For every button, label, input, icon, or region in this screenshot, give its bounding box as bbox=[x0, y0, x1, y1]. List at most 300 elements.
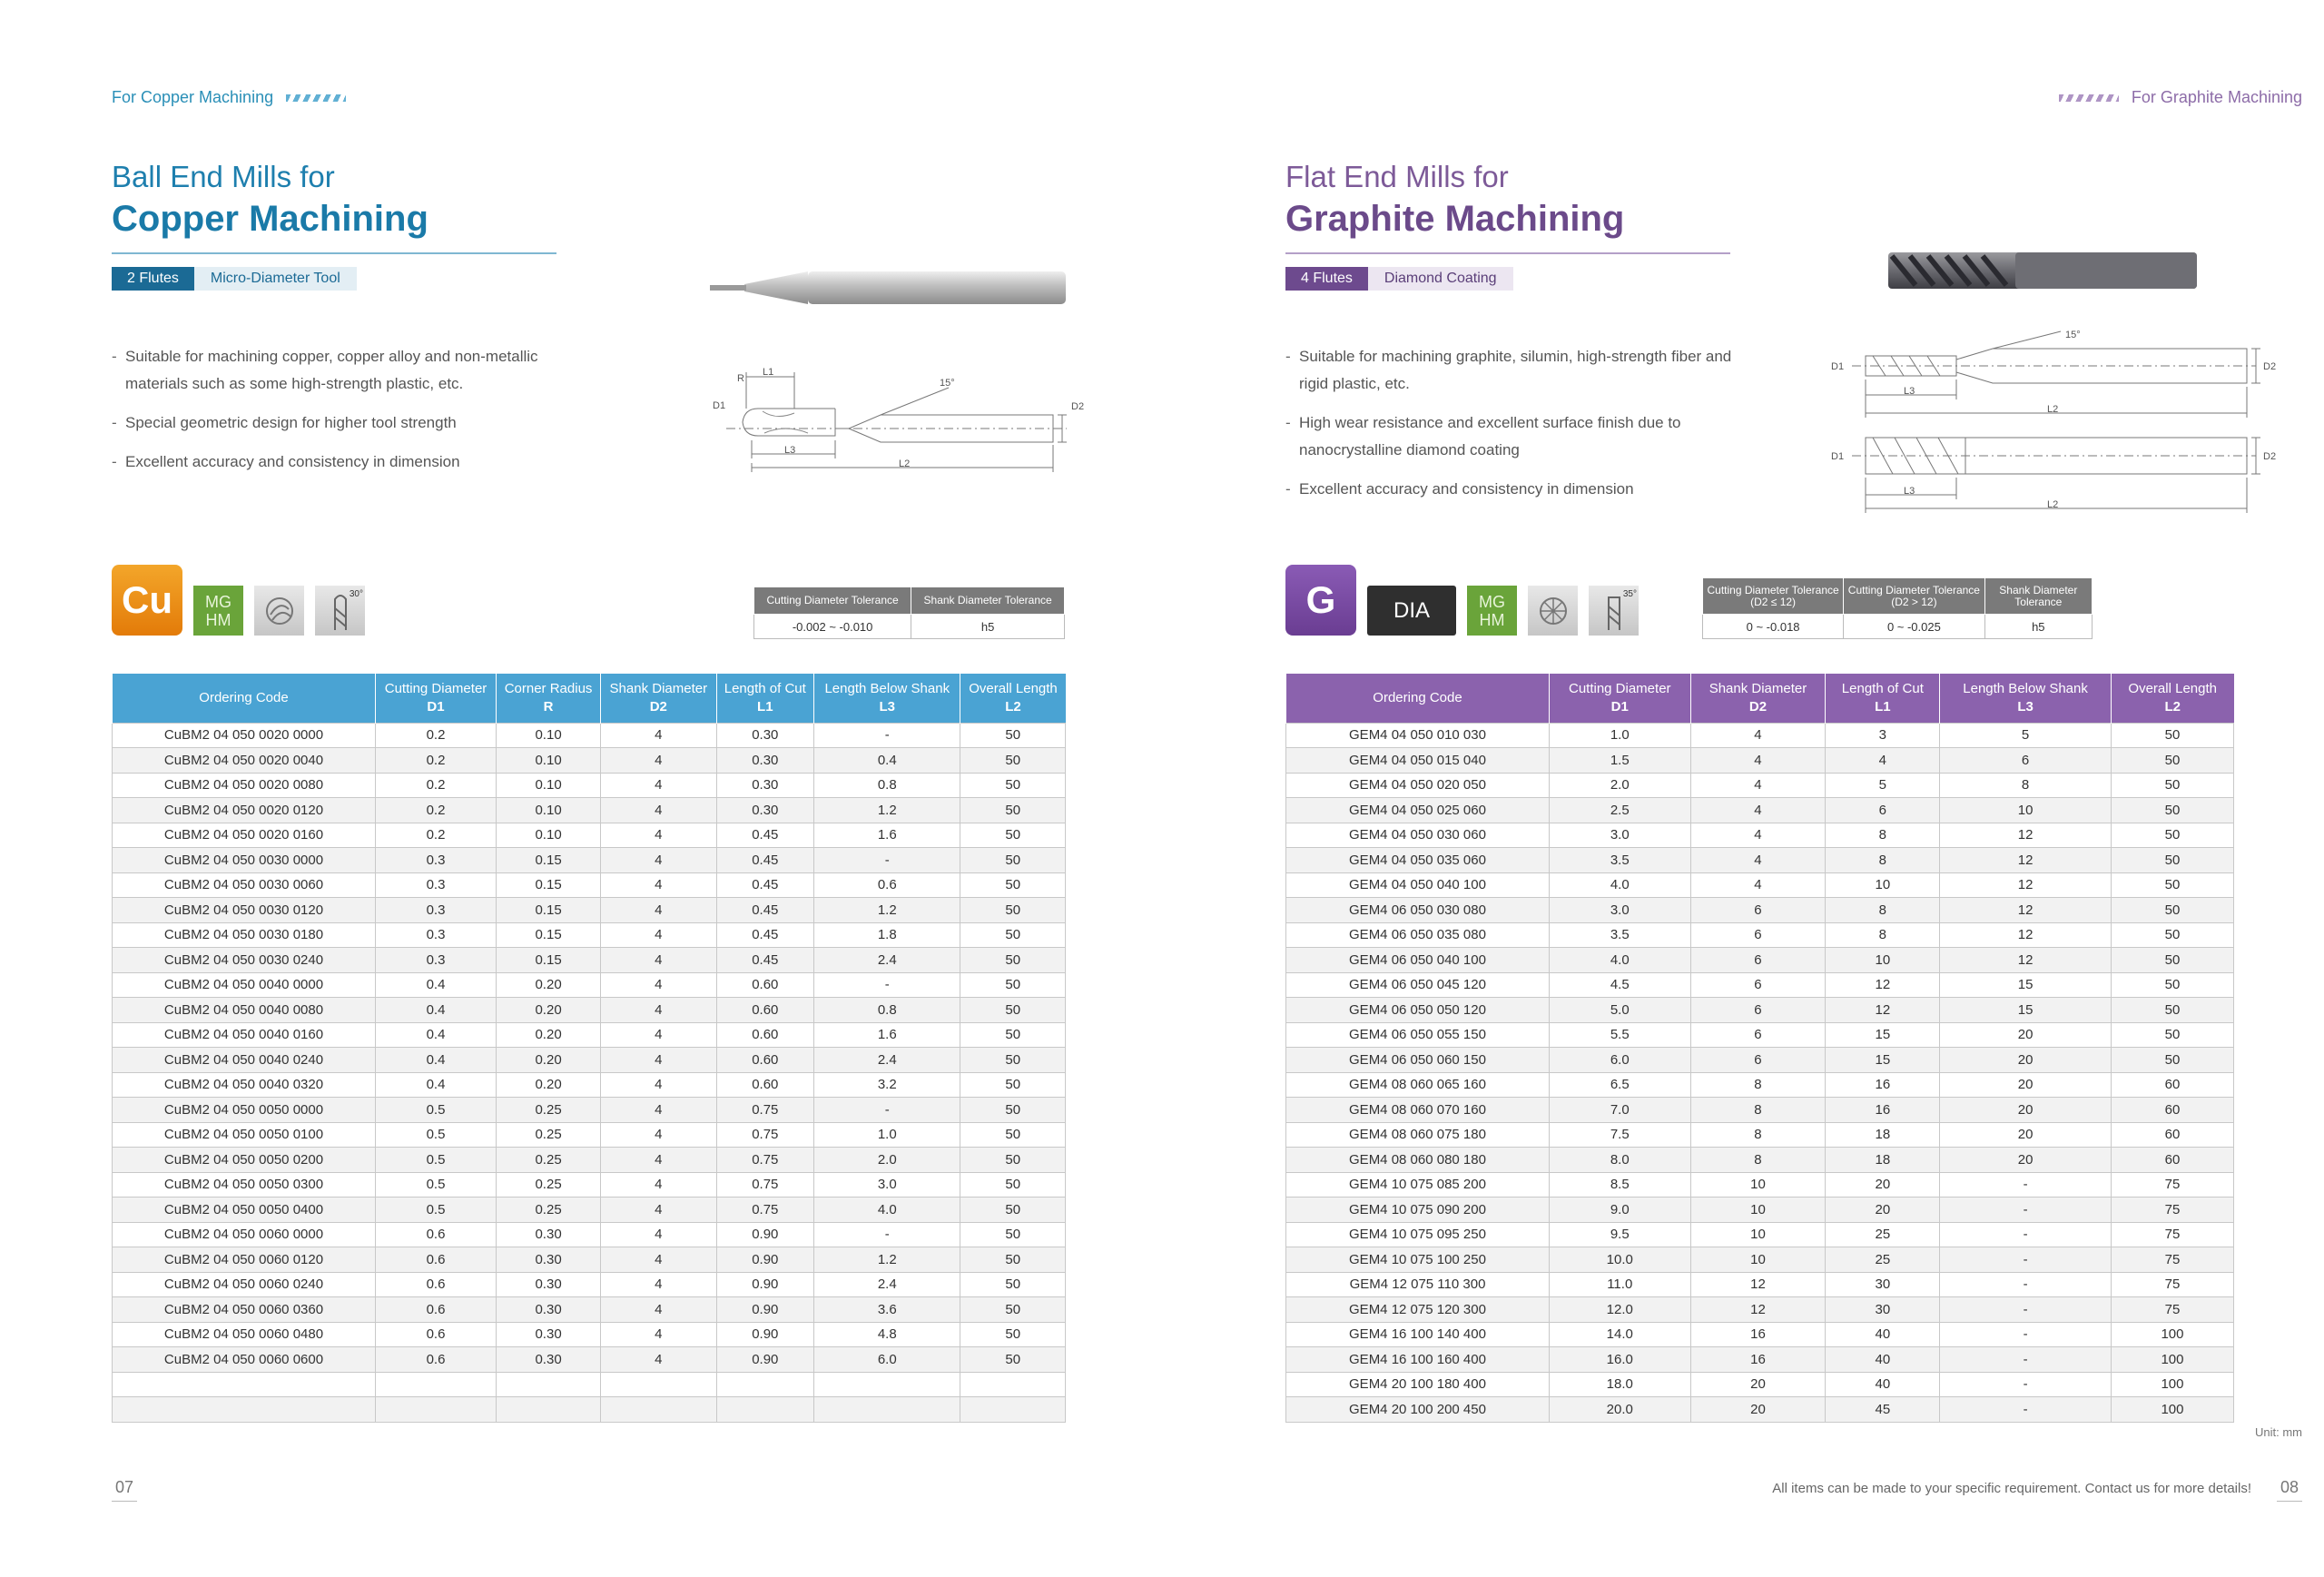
table-cell: 4 bbox=[601, 972, 716, 998]
table-row bbox=[113, 948, 1066, 973]
table-row bbox=[113, 1247, 1066, 1273]
tolerance-value: -0.002 ~ -0.010 bbox=[754, 615, 911, 639]
table-cell: 0.30 bbox=[497, 1272, 601, 1297]
table-row bbox=[1286, 1172, 2234, 1198]
table-cell: 0.75 bbox=[716, 1198, 814, 1223]
table-cell: 14.0 bbox=[1550, 1322, 1691, 1347]
table-cell: - bbox=[814, 848, 960, 873]
table-cell: 0.90 bbox=[716, 1297, 814, 1323]
table-cell: 18.0 bbox=[1550, 1372, 1691, 1397]
table-cell: 50 bbox=[2111, 723, 2233, 748]
table-cell: 0.75 bbox=[716, 1148, 814, 1173]
table-row bbox=[113, 773, 1066, 798]
table-cell: 4 bbox=[601, 1098, 716, 1123]
table-row bbox=[113, 748, 1066, 774]
table-row bbox=[1286, 1022, 2234, 1048]
table-cell: 0.2 bbox=[376, 773, 497, 798]
table-cell: - bbox=[1940, 1322, 2112, 1347]
table-cell: 3 bbox=[1826, 723, 1940, 748]
ordering-code-cell: GEM4 16 100 140 400 bbox=[1286, 1322, 1550, 1347]
ordering-code-cell: CuBM2 04 050 0040 0320 bbox=[113, 1072, 376, 1098]
table-row bbox=[1286, 1297, 2234, 1323]
ordering-code-cell: CuBM2 04 050 0050 0100 bbox=[113, 1122, 376, 1148]
table-row bbox=[113, 1172, 1066, 1198]
table-row bbox=[113, 1222, 1066, 1247]
table-cell: 8 bbox=[1826, 823, 1940, 848]
table-cell: 50 bbox=[960, 972, 1066, 998]
title-line1: Flat End Mills for bbox=[1285, 160, 1509, 193]
table-cell: 16 bbox=[1690, 1347, 1826, 1373]
table-cell: 0.5 bbox=[376, 1148, 497, 1173]
table-cell: 50 bbox=[2111, 748, 2233, 774]
table-cell: 6 bbox=[1690, 998, 1826, 1023]
table-row bbox=[1286, 972, 2234, 998]
column-header-label: Ordering Code bbox=[1373, 689, 1462, 705]
table-cell: 0.4 bbox=[376, 1022, 497, 1048]
mg-label: MG bbox=[1479, 592, 1505, 611]
table-cell: 10 bbox=[1690, 1172, 1826, 1198]
table-cell: 50 bbox=[2111, 823, 2233, 848]
table-cell: 0.25 bbox=[497, 1172, 601, 1198]
table-cell: 50 bbox=[960, 898, 1066, 923]
table-cell: 6.0 bbox=[814, 1347, 960, 1373]
table-cell: 7.0 bbox=[1550, 1098, 1691, 1123]
table-row bbox=[113, 1397, 1066, 1423]
table-cell: 4.0 bbox=[1550, 872, 1691, 898]
feature-item: - Suitable for machining graphite, silumin, high-strength fiber and rigid plastic, etc. bbox=[1285, 343, 1758, 398]
table-cell: 30 bbox=[1826, 1297, 1940, 1323]
table-cell: 25 bbox=[1826, 1247, 1940, 1273]
table-cell: 4 bbox=[601, 1148, 716, 1173]
column-header-symbol: L3 bbox=[879, 698, 896, 715]
table-cell: 1.8 bbox=[814, 922, 960, 948]
column-header bbox=[601, 674, 716, 723]
table-cell: 4 bbox=[1690, 848, 1826, 873]
table-row bbox=[1286, 748, 2234, 774]
flutes-badge: 4 Flutes bbox=[1285, 267, 1368, 291]
table-cell: 0.3 bbox=[376, 848, 497, 873]
table-cell: 50 bbox=[2111, 773, 2233, 798]
feature-item: - Special geometric design for higher tool strength bbox=[112, 409, 584, 437]
table-cell: 0.60 bbox=[716, 1048, 814, 1073]
table-cell: 16 bbox=[1826, 1072, 1940, 1098]
ordering-code-cell bbox=[113, 1372, 376, 1397]
table-cell: 0.15 bbox=[497, 922, 601, 948]
d2-label: D2 bbox=[1071, 401, 1085, 412]
table-cell: 0.6 bbox=[376, 1247, 497, 1273]
table-cell: 0.25 bbox=[497, 1198, 601, 1223]
property-icons bbox=[112, 565, 365, 636]
d1-label: D1 bbox=[1831, 361, 1845, 372]
table-cell: 9.0 bbox=[1550, 1198, 1691, 1223]
table-cell: 5 bbox=[1826, 773, 1940, 798]
table-cell: 1.2 bbox=[814, 1247, 960, 1273]
table-cell: 0.30 bbox=[497, 1297, 601, 1323]
table-cell: 8 bbox=[1826, 922, 1940, 948]
table-cell: 0.10 bbox=[497, 823, 601, 848]
d2-label: D2 bbox=[2263, 361, 2277, 372]
table-cell bbox=[376, 1397, 497, 1423]
table-cell: 4 bbox=[601, 1297, 716, 1323]
table-cell bbox=[814, 1397, 960, 1423]
title-divider bbox=[112, 252, 556, 254]
table-cell: - bbox=[814, 1098, 960, 1123]
column-header-label: Cutting Diameter bbox=[1568, 680, 1671, 696]
feature-list bbox=[112, 343, 584, 488]
l1-label: L1 bbox=[763, 367, 774, 378]
table-row bbox=[113, 1347, 1066, 1373]
table-row bbox=[113, 1048, 1066, 1073]
table-cell: 6 bbox=[1690, 922, 1826, 948]
table-cell: 3.5 bbox=[1550, 922, 1691, 948]
table-cell: 4 bbox=[601, 1048, 716, 1073]
table-cell: 15 bbox=[1826, 1022, 1940, 1048]
table-cell: 6 bbox=[1690, 1022, 1826, 1048]
table-cell: 0.45 bbox=[716, 823, 814, 848]
table-cell: 100 bbox=[2111, 1322, 2233, 1347]
table-cell: 0.15 bbox=[497, 898, 601, 923]
ordering-code-cell: GEM4 06 050 045 120 bbox=[1286, 972, 1550, 998]
table-cell: 0.20 bbox=[497, 972, 601, 998]
ordering-code-cell: GEM4 08 060 075 180 bbox=[1286, 1122, 1550, 1148]
table-cell: 0.6 bbox=[814, 872, 960, 898]
tool-drawing bbox=[1829, 327, 2283, 517]
table-cell: 0.45 bbox=[716, 848, 814, 873]
table-cell: 4.0 bbox=[814, 1198, 960, 1223]
table-row bbox=[1286, 898, 2234, 923]
table-row bbox=[1286, 998, 2234, 1023]
ordering-code-cell: CuBM2 04 050 0060 0600 bbox=[113, 1347, 376, 1373]
table-cell bbox=[497, 1397, 601, 1423]
tolerance-table bbox=[1702, 577, 2093, 639]
table-cell: 20 bbox=[1690, 1397, 1826, 1423]
table-cell: 1.6 bbox=[814, 823, 960, 848]
table-cell: 5.5 bbox=[1550, 1022, 1691, 1048]
table-row bbox=[113, 922, 1066, 948]
table-cell: 4 bbox=[601, 872, 716, 898]
tolerance-header: Shank Diameter Tolerance bbox=[911, 587, 1065, 615]
table-cell: 0.2 bbox=[376, 723, 497, 748]
ordering-code-cell: GEM4 10 075 095 250 bbox=[1286, 1222, 1550, 1247]
table-cell: 10 bbox=[1690, 1247, 1826, 1273]
table-cell: 50 bbox=[2111, 898, 2233, 923]
table-cell: 20 bbox=[1940, 1148, 2112, 1173]
table-cell: 4 bbox=[601, 1122, 716, 1148]
table-cell: 0.10 bbox=[497, 748, 601, 774]
table-cell: 0.5 bbox=[376, 1098, 497, 1123]
diamond-coating-icon: DIA bbox=[1367, 586, 1456, 636]
unit-note: Unit: mm bbox=[2255, 1425, 2302, 1439]
table-cell: 0.15 bbox=[497, 948, 601, 973]
table-cell: 4 bbox=[601, 1022, 716, 1048]
table-cell: 50 bbox=[960, 723, 1066, 748]
table-row bbox=[1286, 1247, 2234, 1273]
table-cell: 0.8 bbox=[814, 998, 960, 1023]
table-cell: 0.30 bbox=[716, 748, 814, 774]
column-header-label: Overall Length bbox=[969, 680, 1058, 696]
column-header-label: Shank Diameter bbox=[609, 680, 708, 696]
table-cell: 4 bbox=[1690, 872, 1826, 898]
ordering-code-cell: GEM4 10 075 100 250 bbox=[1286, 1247, 1550, 1273]
table-row bbox=[1286, 848, 2234, 873]
title-divider bbox=[1285, 252, 1730, 254]
table-cell bbox=[497, 1372, 601, 1397]
column-header-label: Length of Cut bbox=[724, 680, 806, 696]
table-cell: 8 bbox=[1826, 848, 1940, 873]
table-cell: 20 bbox=[1826, 1172, 1940, 1198]
column-header-symbol: L2 bbox=[2164, 698, 2181, 715]
table-cell: 50 bbox=[2111, 872, 2233, 898]
feature-item: - Suitable for machining copper, copper alloy and non-metallic materials such as some high-strength plastic, etc. bbox=[112, 343, 584, 398]
ordering-code-cell: GEM4 04 050 010 030 bbox=[1286, 723, 1550, 748]
table-cell: 0.3 bbox=[376, 922, 497, 948]
table-cell: 4.0 bbox=[1550, 948, 1691, 973]
table-row bbox=[113, 1098, 1066, 1123]
table-cell: 4 bbox=[601, 1222, 716, 1247]
table-cell: 0.45 bbox=[716, 872, 814, 898]
table-row bbox=[113, 823, 1066, 848]
table-cell: 4 bbox=[601, 948, 716, 973]
table-cell: 4 bbox=[601, 998, 716, 1023]
table-cell: 50 bbox=[2111, 798, 2233, 823]
ordering-code-cell: CuBM2 04 050 0020 0000 bbox=[113, 723, 376, 748]
tool-photo bbox=[708, 265, 1071, 310]
ordering-code-cell bbox=[113, 1397, 376, 1423]
table-cell: 12 bbox=[1826, 998, 1940, 1023]
ordering-code-cell: CuBM2 04 050 0020 0120 bbox=[113, 798, 376, 823]
table-cell: 20 bbox=[1940, 1022, 2112, 1048]
right-page bbox=[1162, 0, 2324, 1577]
table-cell: 20 bbox=[1940, 1122, 2112, 1148]
table-cell: 16 bbox=[1690, 1322, 1826, 1347]
table-cell: 4.5 bbox=[1550, 972, 1691, 998]
table-cell: 15 bbox=[1940, 998, 2112, 1023]
table-cell: 2.4 bbox=[814, 1048, 960, 1073]
table-row bbox=[1286, 1072, 2234, 1098]
table-cell: 4 bbox=[601, 1272, 716, 1297]
table-cell: 0.90 bbox=[716, 1347, 814, 1373]
table-cell: 0.90 bbox=[716, 1247, 814, 1273]
table-cell: 0.45 bbox=[716, 922, 814, 948]
table-cell: - bbox=[1940, 1272, 2112, 1297]
table-row bbox=[113, 872, 1066, 898]
table-cell: 50 bbox=[960, 1247, 1066, 1273]
table-cell: 4 bbox=[601, 1072, 716, 1098]
table-cell: 0.3 bbox=[376, 872, 497, 898]
table-cell: 50 bbox=[2111, 998, 2233, 1023]
feature-list bbox=[1285, 343, 1758, 515]
tolerance-header: Cutting Diameter Tolerance bbox=[754, 587, 911, 615]
ordering-code-cell: GEM4 06 050 040 100 bbox=[1286, 948, 1550, 973]
angle-label: 15° bbox=[940, 378, 955, 389]
table-cell: 0.30 bbox=[716, 798, 814, 823]
table-cell bbox=[716, 1397, 814, 1423]
column-header bbox=[814, 674, 960, 723]
table-cell: 25 bbox=[1826, 1222, 1940, 1247]
table-cell: 12 bbox=[1940, 922, 2112, 948]
ordering-code-cell: CuBM2 04 050 0060 0480 bbox=[113, 1322, 376, 1347]
table-cell: 50 bbox=[960, 798, 1066, 823]
table-cell: 2.0 bbox=[1550, 773, 1691, 798]
table-cell: 2.5 bbox=[1550, 798, 1691, 823]
tolerance-value: h5 bbox=[911, 615, 1065, 639]
ordering-code-cell: GEM4 04 050 025 060 bbox=[1286, 798, 1550, 823]
table-cell: 50 bbox=[960, 773, 1066, 798]
table-cell: 50 bbox=[960, 1122, 1066, 1148]
table-row bbox=[1286, 723, 2234, 748]
table-cell: 0.2 bbox=[376, 748, 497, 774]
table-cell: 10 bbox=[1690, 1198, 1826, 1223]
feature-badges bbox=[1285, 267, 1513, 291]
table-cell: 12 bbox=[1826, 972, 1940, 998]
column-header-label: Cutting Diameter bbox=[384, 680, 487, 696]
table-cell: 0.2 bbox=[376, 823, 497, 848]
table-cell: 50 bbox=[960, 1022, 1066, 1048]
table-cell: 0.10 bbox=[497, 723, 601, 748]
ordering-code-cell: GEM4 08 060 065 160 bbox=[1286, 1072, 1550, 1098]
table-cell: 4 bbox=[601, 748, 716, 774]
ordering-code-cell: CuBM2 04 050 0030 0180 bbox=[113, 922, 376, 948]
table-cell: 3.0 bbox=[814, 1172, 960, 1198]
table-cell: 75 bbox=[2111, 1297, 2233, 1323]
column-header bbox=[716, 674, 814, 723]
ordering-table bbox=[1285, 674, 2234, 1423]
table-row bbox=[113, 848, 1066, 873]
ordering-code-cell: CuBM2 04 050 0060 0120 bbox=[113, 1247, 376, 1273]
table-cell: 18 bbox=[1826, 1148, 1940, 1173]
table-cell: 6.5 bbox=[1550, 1072, 1691, 1098]
ordering-code-cell: GEM4 12 075 110 300 bbox=[1286, 1272, 1550, 1297]
flutes-badge: 2 Flutes bbox=[112, 267, 194, 291]
table-cell: 0.8 bbox=[814, 773, 960, 798]
table-cell: 0.30 bbox=[497, 1247, 601, 1273]
type-badge: Diamond Coating bbox=[1368, 267, 1513, 291]
table-cell: 20 bbox=[1940, 1048, 2112, 1073]
column-header bbox=[376, 674, 497, 723]
table-cell: 6.0 bbox=[1550, 1048, 1691, 1073]
section-tag-label: For Copper Machining bbox=[112, 88, 274, 106]
table-cell: 4 bbox=[601, 1172, 716, 1198]
table-cell: 100 bbox=[2111, 1347, 2233, 1373]
table-row bbox=[1286, 1372, 2234, 1397]
table-cell: 5 bbox=[1940, 723, 2112, 748]
ordering-code-cell: GEM4 08 060 070 160 bbox=[1286, 1098, 1550, 1123]
table-cell: 12 bbox=[1690, 1297, 1826, 1323]
graphite-material-icon: G bbox=[1285, 565, 1356, 636]
table-cell: 8.5 bbox=[1550, 1172, 1691, 1198]
column-header-symbol: L1 bbox=[757, 698, 773, 715]
table-cell: 4 bbox=[1826, 748, 1940, 774]
table-cell: 50 bbox=[960, 1048, 1066, 1073]
table-cell: 0.6 bbox=[376, 1272, 497, 1297]
table-row bbox=[113, 898, 1066, 923]
r-label: R bbox=[737, 373, 744, 384]
table-row bbox=[113, 1297, 1066, 1323]
table-cell: 8 bbox=[1940, 773, 2112, 798]
tolerance-header: Cutting Diameter Tolerance (D2 ≤ 12) bbox=[1703, 578, 1844, 615]
table-cell: 40 bbox=[1826, 1347, 1940, 1373]
table-row bbox=[1286, 798, 2234, 823]
d2-label: D2 bbox=[2263, 451, 2277, 462]
table-cell: 50 bbox=[960, 1172, 1066, 1198]
table-cell: 8 bbox=[1826, 898, 1940, 923]
table-cell: - bbox=[1940, 1297, 2112, 1323]
table-row bbox=[1286, 773, 2234, 798]
ordering-code-cell: GEM4 10 075 090 200 bbox=[1286, 1198, 1550, 1223]
table-cell: 0.75 bbox=[716, 1172, 814, 1198]
ordering-code-cell: GEM4 20 100 180 400 bbox=[1286, 1372, 1550, 1397]
feature-badges bbox=[112, 267, 357, 291]
ball-nose-icon bbox=[254, 586, 304, 636]
table-cell: 20 bbox=[1690, 1372, 1826, 1397]
table-cell bbox=[601, 1372, 716, 1397]
table-cell: 50 bbox=[960, 1198, 1066, 1223]
table-cell: - bbox=[1940, 1372, 2112, 1397]
ordering-code-cell: CuBM2 04 050 0040 0080 bbox=[113, 998, 376, 1023]
ordering-code-cell: CuBM2 04 050 0050 0000 bbox=[113, 1098, 376, 1123]
table-row bbox=[113, 798, 1066, 823]
table-row bbox=[113, 1372, 1066, 1397]
table-cell: 4 bbox=[601, 1322, 716, 1347]
ordering-code-cell: CuBM2 04 050 0020 0040 bbox=[113, 748, 376, 774]
ordering-code-cell: GEM4 08 060 080 180 bbox=[1286, 1148, 1550, 1173]
table-cell: 3.2 bbox=[814, 1072, 960, 1098]
table-cell: 0.30 bbox=[497, 1222, 601, 1247]
ordering-code-cell: GEM4 16 100 160 400 bbox=[1286, 1347, 1550, 1373]
table-cell: 20.0 bbox=[1550, 1397, 1691, 1423]
table-cell: 75 bbox=[2111, 1247, 2233, 1273]
table-cell bbox=[716, 1372, 814, 1397]
table-cell: 100 bbox=[2111, 1397, 2233, 1423]
page-title: Graphite Machining bbox=[1285, 199, 1625, 239]
table-cell: 3.5 bbox=[1550, 848, 1691, 873]
table-cell: 50 bbox=[2111, 848, 2233, 873]
table-cell: 10 bbox=[1826, 948, 1940, 973]
feature-item: - Excellent accuracy and consistency in dimension bbox=[112, 448, 584, 476]
table-cell bbox=[601, 1397, 716, 1423]
column-header-label: Length of Cut bbox=[1841, 680, 1924, 696]
table-cell: 60 bbox=[2111, 1122, 2233, 1148]
table-cell: 4 bbox=[601, 773, 716, 798]
table-cell: 6 bbox=[1940, 748, 2112, 774]
d1-label: D1 bbox=[713, 400, 726, 411]
table-cell: 4 bbox=[601, 922, 716, 948]
table-cell: 8 bbox=[1690, 1072, 1826, 1098]
hm-label: HM bbox=[1479, 610, 1505, 629]
ordering-code-cell: CuBM2 04 050 0050 0400 bbox=[113, 1198, 376, 1223]
table-cell: 0.15 bbox=[497, 872, 601, 898]
table-cell: 50 bbox=[2111, 1048, 2233, 1073]
table-cell: 6 bbox=[1690, 948, 1826, 973]
ordering-code-cell: CuBM2 04 050 0020 0080 bbox=[113, 773, 376, 798]
copper-material-icon: Cu bbox=[112, 565, 182, 636]
table-cell: 50 bbox=[960, 1322, 1066, 1347]
table-cell: 12 bbox=[1940, 948, 2112, 973]
table-cell: 0.10 bbox=[497, 798, 601, 823]
table-cell: 0.5 bbox=[376, 1198, 497, 1223]
table-cell: 3.6 bbox=[814, 1297, 960, 1323]
table-cell: 50 bbox=[960, 948, 1066, 973]
column-header-symbol: L1 bbox=[1875, 698, 1891, 715]
table-cell: 4 bbox=[1690, 798, 1826, 823]
tolerance-table bbox=[753, 586, 1065, 639]
tool-photo bbox=[1888, 249, 2197, 292]
table-cell: 0.2 bbox=[376, 798, 497, 823]
table-cell: 4 bbox=[601, 848, 716, 873]
table-cell: 1.2 bbox=[814, 898, 960, 923]
table-cell: 4 bbox=[1690, 723, 1826, 748]
l3-label: L3 bbox=[1904, 486, 1915, 497]
